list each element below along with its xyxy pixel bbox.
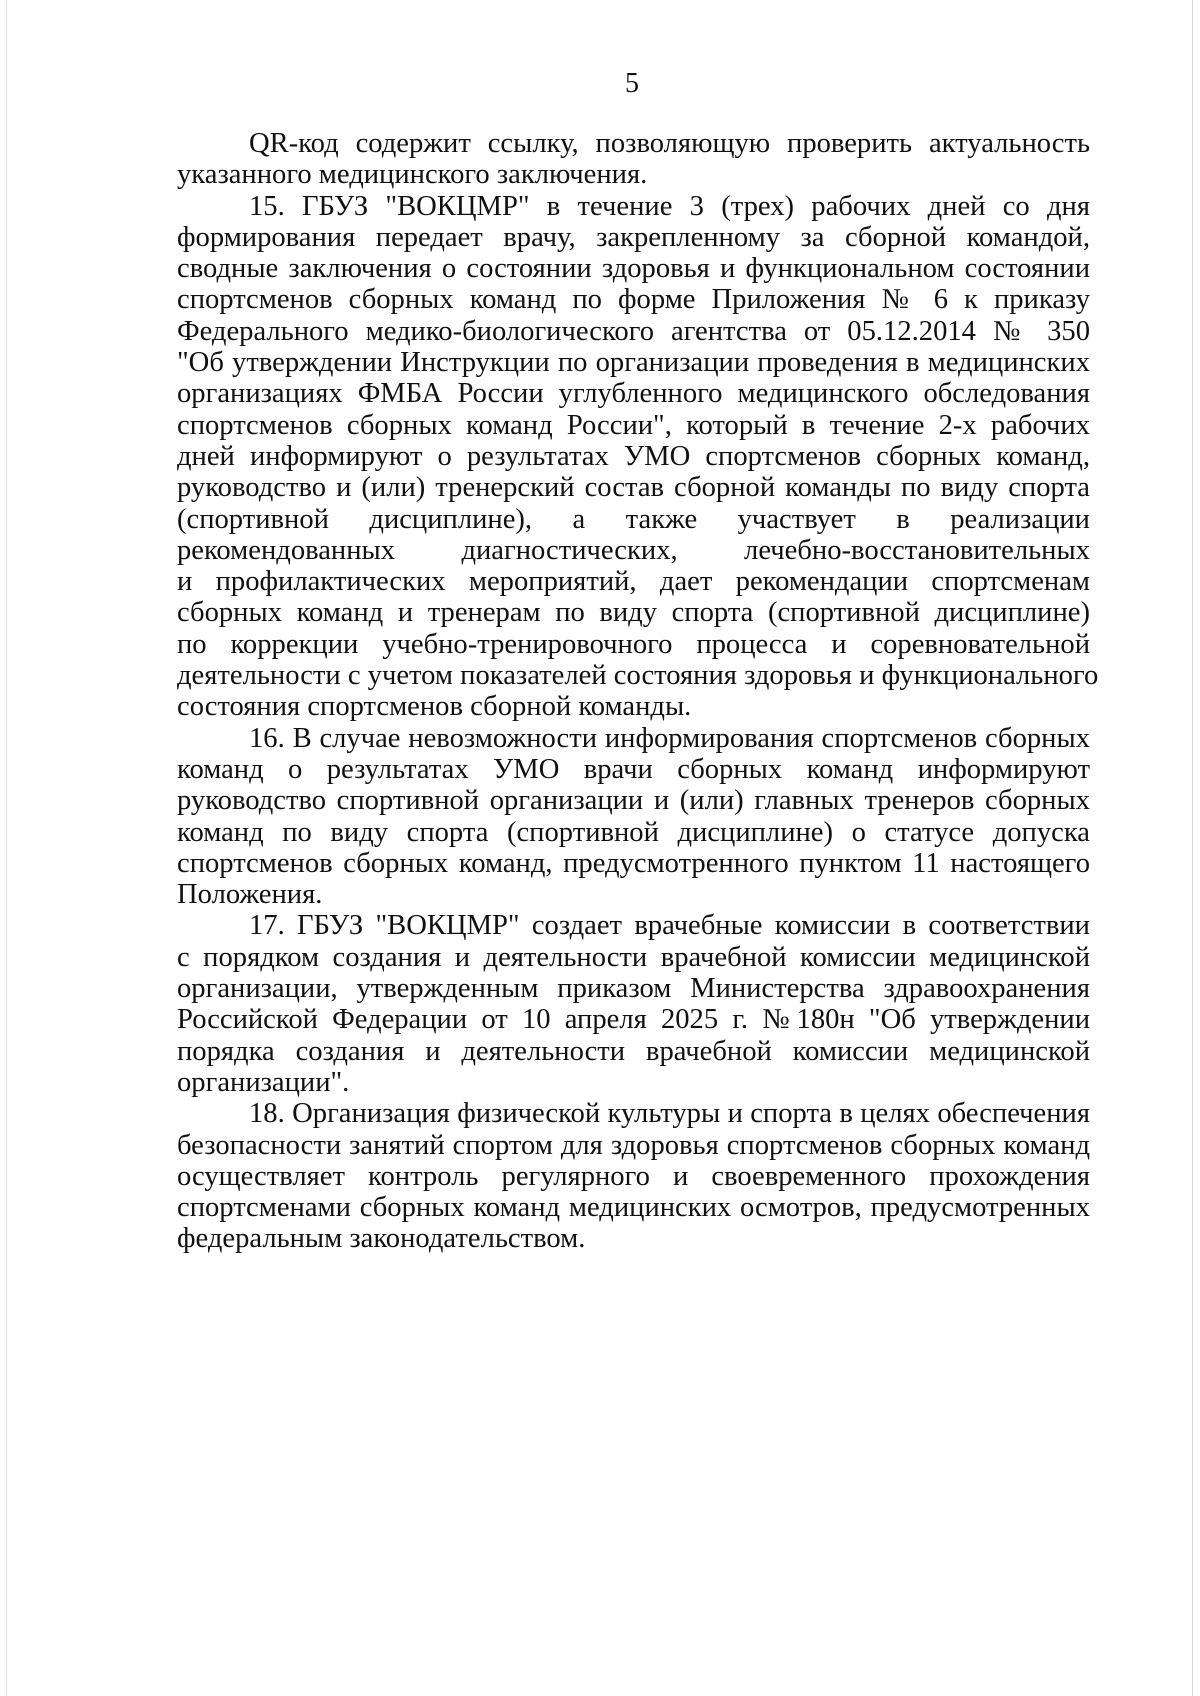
scan-edge-left [6,0,7,1696]
text-line: Российской Федерации от 10 апреля 2025 г. №180н "Об утверждении [177,1004,1090,1036]
text-line: руководство и (или) тренерский состав сборной команды по виду спорта [177,472,1090,504]
text-line: спортсменов сборных команд, предусмотренного пунктом 11 настоящего [177,847,1090,879]
text-line: спортсменов сборных команд по форме Приложения № 6 к приказу [177,284,1090,316]
text-line: по коррекции учебно-тренировочного процесса и соревновательной [177,628,1090,660]
text-line: порядка создания и деятельности врачебной комиссии медицинской [177,1035,1090,1067]
text-line: осуществляет контроль регулярного и своевременного прохождения [177,1160,1090,1192]
text-line: организации". [177,1066,350,1098]
text-line: 18. Организация физической культуры и спорта в целях обеспечения [249,1098,1090,1130]
text-line: (спортивной дисциплине), а также участвует в реализации [177,503,1090,535]
text-line: с порядком создания и деятельности врачебной комиссии медицинской [177,941,1090,973]
text-line: команд по виду спорта (спортивной дисциплине) о статусе допуска [177,816,1090,848]
text-line: QR-код содержит ссылку, позволяющую проверить актуальность [249,128,1090,159]
text-line: сводные заключения о состоянии здоровья и функциональном состоянии [177,253,1090,285]
text-line: федеральным законодательством. [177,1223,586,1255]
text-line: состояния спортсменов сборной команды. [177,691,692,723]
text-line: дней информируют о результатах УМО спортсменов сборных команд, [177,440,1090,472]
text-line: руководство спортивной организации и (или) главных тренеров сборных [177,785,1090,817]
text-line: деятельности с учетом показателей состояния здоровья и функционального [177,660,1099,692]
text-line: Положения. [177,879,323,911]
text-line: сборных команд и тренерам по виду спорта (спортивной дисциплине) [177,597,1090,629]
scan-edge-right [1192,0,1193,1696]
text-line: безопасности занятий спортом для здоровья спортсменов сборных команд [177,1129,1090,1161]
text-line: команд о результатах УМО врачи сборных команд информируют [177,753,1090,785]
text-line: спортсменов сборных команд России", который в течение 2-х рабочих [177,409,1090,441]
text-line: 16. В случае невозможности информирования спортсменов сборных [249,722,1090,754]
text-line: 15. ГБУЗ "ВОКЦМР" в течение 3 (трех) рабочих дней со дня [249,190,1090,222]
text-line: рекомендованных диагностических, лечебно-восстановительных [177,534,1090,566]
text-line: организации, утвержденным приказом Министерства здравоохранения [177,973,1090,1005]
text-line: формирования передает врачу, закрепленному за сборной командой, [177,221,1090,253]
text-line: организациях ФМБА России углубленного медицинского обследования [177,378,1090,410]
text-line: 17. ГБУЗ "ВОКЦМР" создает врачебные комиссии в соответствии [249,910,1090,942]
text-line: "Об утверждении Инструкции по организации проведения в медицинских [177,347,1090,379]
text-line: и профилактических мероприятий, дает рекомендации спортсменам [177,566,1090,598]
text-line: указанного медицинского заключения. [177,159,648,191]
page-number: 5 [625,68,639,99]
text-line: Федерального медико-биологического агентства от 05.12.2014 № 350 [177,315,1090,347]
text-line: спортсменами сборных команд медицинских осмотров, предусмотренных [177,1192,1090,1224]
body-text [177,128,1099,1255]
